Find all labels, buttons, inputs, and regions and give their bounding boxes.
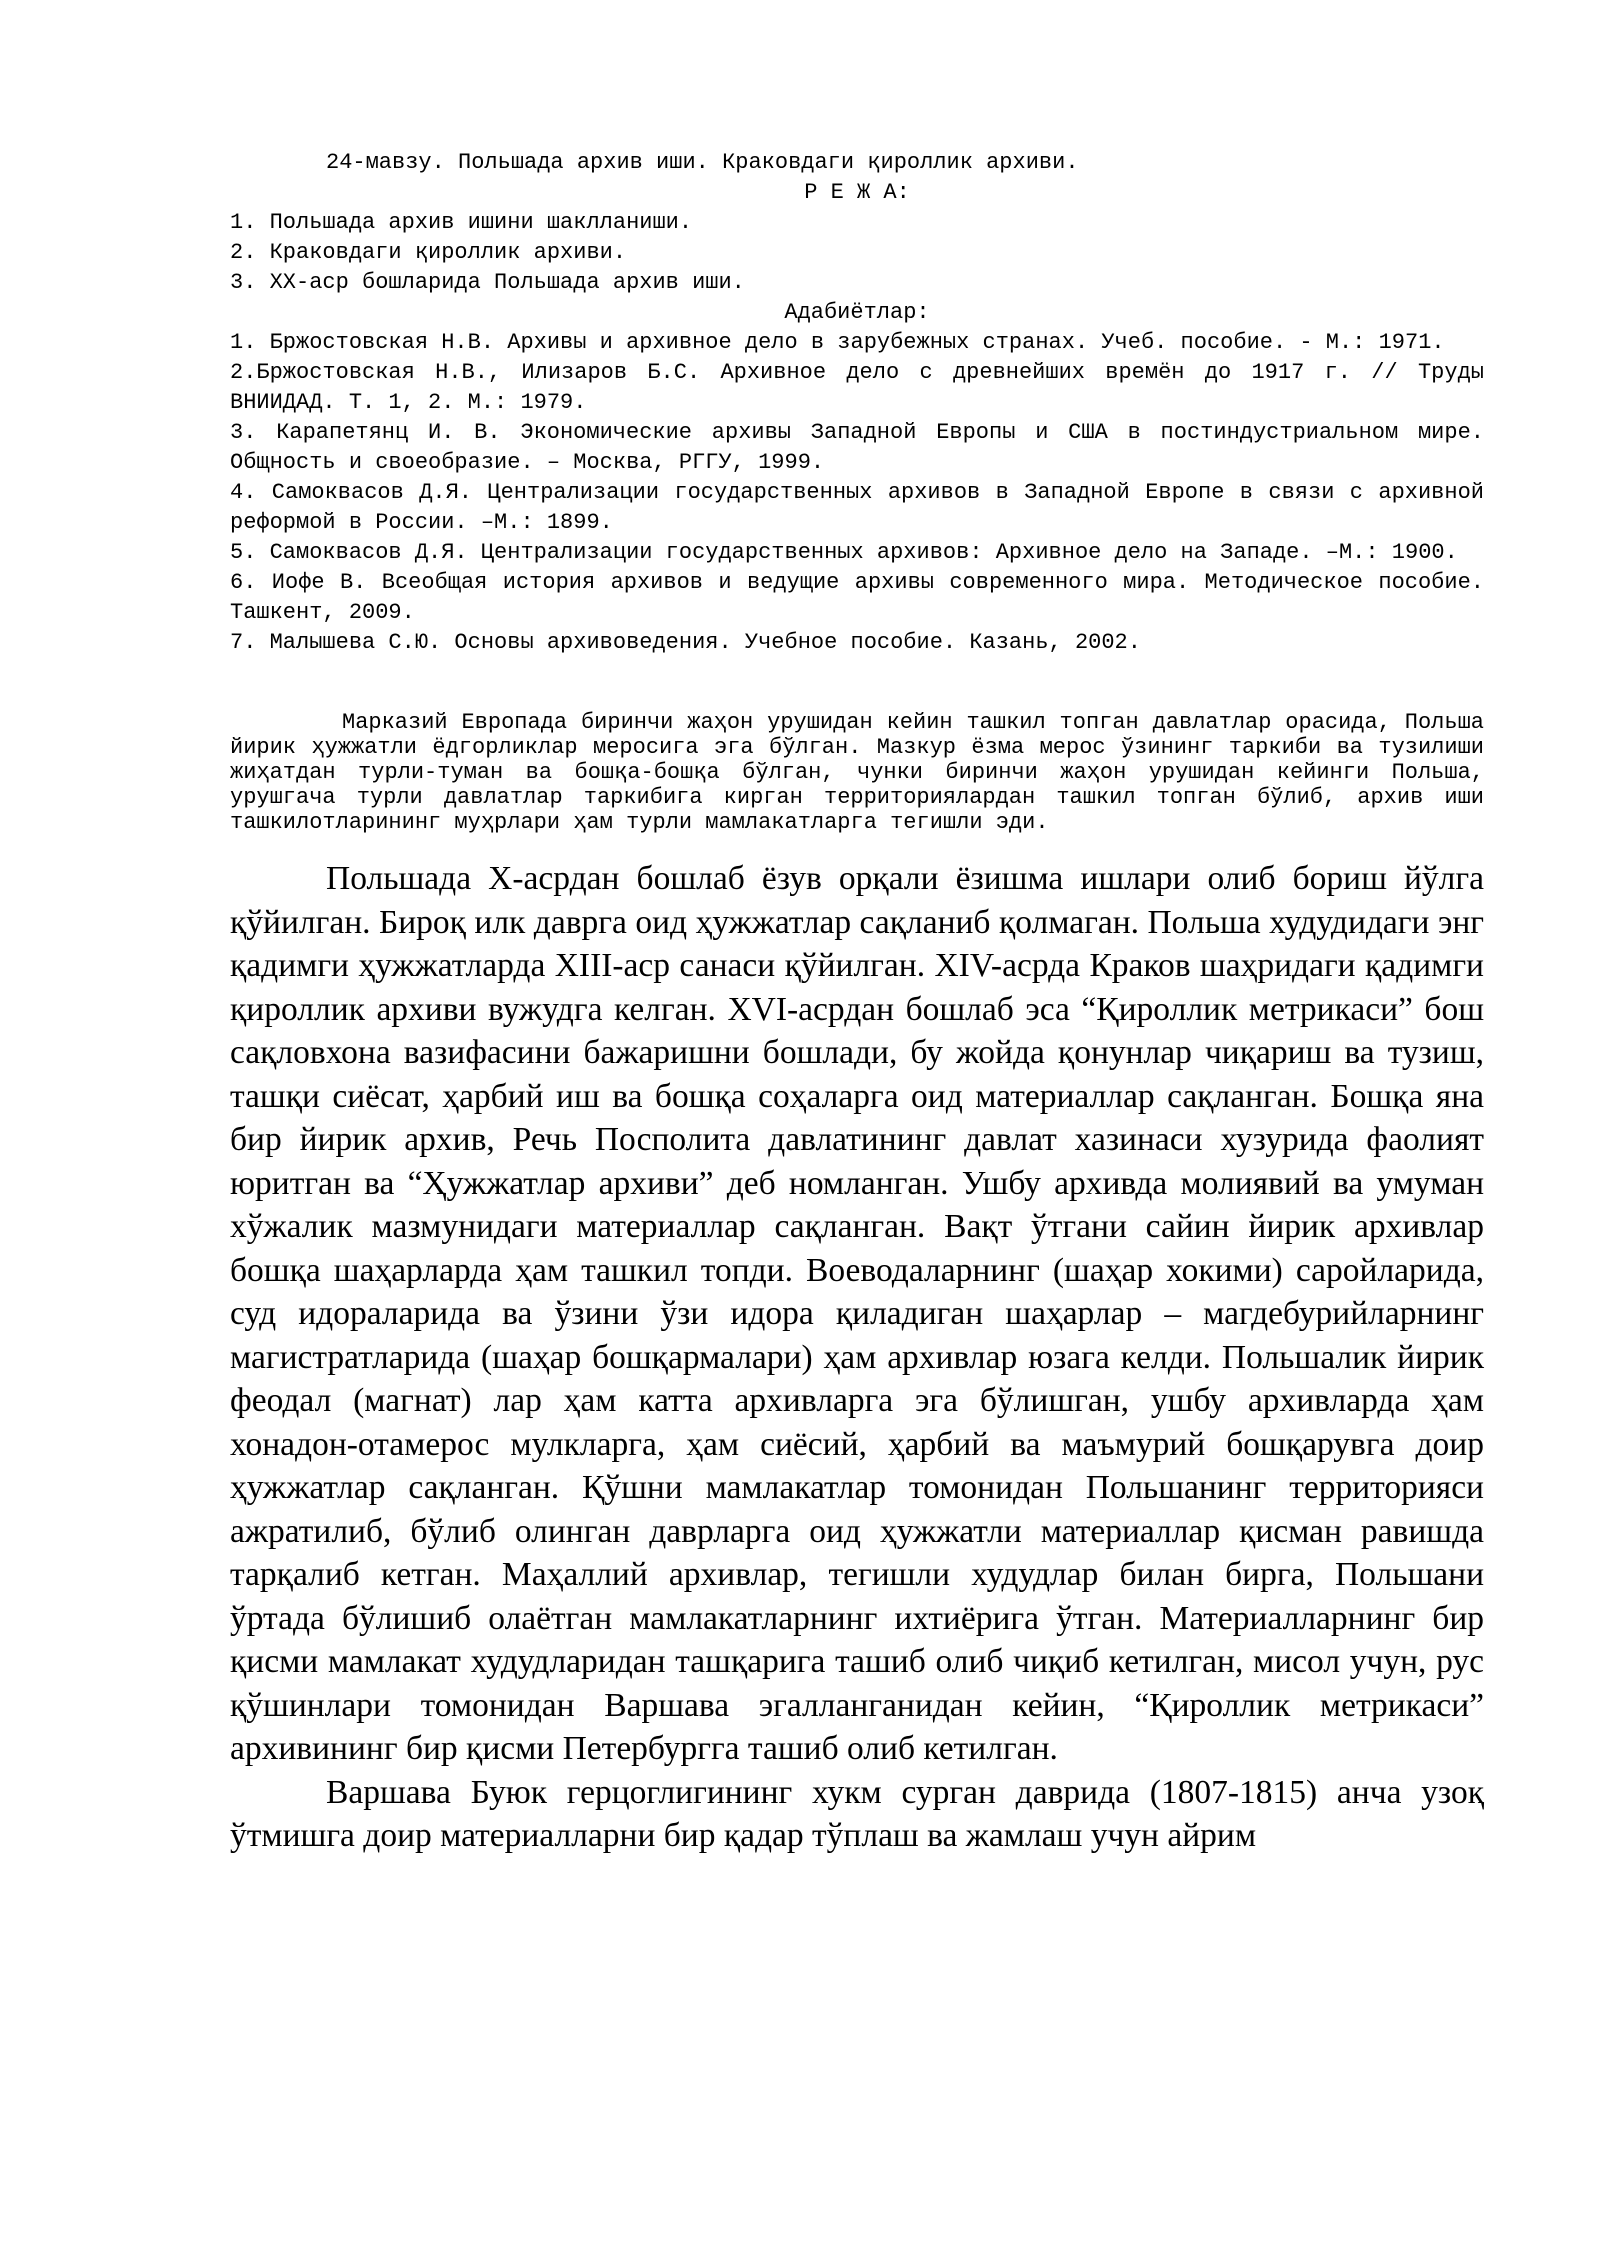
intro-paragraph: Марказий Европада биринчи жаҳон урушидан кейин ташкил топган давлатлар орасида, Польша йирик ҳужжатли ёдгорликлар меросига эга бўлган. Мазкур ёзма мерос ўзининг таркиби ва тузилиши жиҳатдан турли-туман ва бошқа-бошқа бўлган, чунки биринчи жаҳон урушидан кейинги Польша, урушгача турли давлатлар таркибига кирган территориялардан ташкил топган бўлиб, архив иши ташкилотларининг муҳрлари ҳам турли мамлакатларга тегишли эди. bbox=[230, 710, 1484, 835]
plan-item: 1. Польшада архив ишини шаклланиши. bbox=[230, 210, 693, 235]
literature-item: 6. Иофе В. Всеобщая история архивов и ведущие архивы современного мира. Методическое пособие. Ташкент, 2009. bbox=[230, 570, 1484, 625]
page-title: 24-мавзу. Польшада архив иши. Краковдаги қироллик архиви. bbox=[326, 150, 1079, 175]
plan-item: 2. Краковдаги қироллик архиви. bbox=[230, 240, 627, 265]
literature-item: 4. Самоквасов Д.Я. Централизации государственных архивов в Западной Европе в связи с архивной реформой в России. –М.: 1899. bbox=[230, 480, 1484, 535]
literature-item: 2.Бржостовская Н.В., Илизаров Б.С. Архивное дело с древнейших времён до 1917 г. // Труды ВНИИДАД. Т. 1, 2. М.: 1979. bbox=[230, 360, 1484, 415]
plan-list bbox=[230, 208, 1484, 298]
literature-item: 5. Самоквасов Д.Я. Централизации государственных архивов: Архивное дело на Западе. –М.: 1900. bbox=[230, 540, 1458, 565]
body-paragraph: Варшава Буюк герцоглигининг хукм сурган даврида (1807-1815) анча узоқ ўтмишга доир материалларни бир қадар тўплаш ва жамлаш учун айрим bbox=[230, 1773, 1484, 1854]
plan-item: 3. XX-аср бошларида Польшада архив иши. bbox=[230, 270, 745, 295]
literature-item: 7. Малышева С.Ю. Основы архивоведения. Учебное пособие. Казань, 2002. bbox=[230, 630, 1141, 655]
literature-item: 1. Бржостовская Н.В. Архивы и архивное дело в зарубежных странах. Учеб. пособие. - М.: 1971. bbox=[230, 330, 1445, 355]
document-page bbox=[230, 148, 1484, 1858]
literature-list bbox=[230, 328, 1484, 658]
literature-heading: Адабиётлар: bbox=[784, 300, 930, 325]
plan-heading: Р Е Ж А: bbox=[804, 180, 910, 205]
literature-item: 3. Карапетянц И. В. Экономические архивы Западной Европы и США в постиндустриальном мире. Общность и своеобразие. – Москва, РГГУ, 1999. bbox=[230, 420, 1484, 475]
body-paragraph: Польшада X-асрдан бошлаб ёзув орқали ёзишма ишлари олиб бориш йўлга қўйилган. Бироқ илк даврга оид ҳужжатлар сақланиб қолмаган. Польша худудидаги энг қадимги ҳужжатларда XIII-аср санаси қўйилган. XIV-асрда Краков шаҳридаги қадимги қироллик архиви вужудга келган. XVI-асрдан бошлаб эса “Қироллик метрикаси” бош сақловхона вазифасини бажаришни бошлади, бу жойда қонунлар чиқариш ва тузиш, ташқи сиёсат, ҳарбий иш ва бошқа соҳаларга оид материаллар сақланган. Бошқа яна бир йирик архив, Речь Посполита давлатининг давлат хазинаси хузурида фаолият юритган ва “Ҳужжатлар архиви” деб номланган. Ушбу архивда молиявий ва умуман хўжалик мазмунидаги материаллар сақланган. Вақт ўтгани сайин йирик архивлар бошқа шаҳарларда ҳам ташкил топди. Воеводаларнинг (шаҳар хокими) саройларида, суд идораларида ва ўзини ўзи идора қиладиган шаҳарлар – магдебурийларнинг магистратларида (шаҳар бошқармалари) ҳам архивлар юзага келди. Польшалик йирик феодал (магнат) лар ҳам катта архивларга эга бўлишган, ушбу архивларда ҳам хонадон-отамерос мулкларга, ҳам сиёсий, ҳарбий ва маъмурий бошқарувга доир ҳужжатлар сақланган. Қўшни мамлакатлар томонидан Польшанинг территорияси ажратилиб, бўлиб олинган даврларга оид ҳужжатли материаллар қисман равишда тарқалиб кетган. Маҳаллий архивлар, тегишли худудлар билан бирга, Польшани ўртада бўлишиб олаётган мамлакатларнинг ихтиёрига ўтган. Материалларнинг бир қисми мамлакат худудларидан ташқарига ташиб олиб чиқиб кетилган, мисол учун, рус қўшинлари томонидан Варшава эгалланганидан кейин, “Қироллик метрикаси” архивининг бир қисми Петербургга ташиб олиб кетилган. bbox=[230, 860, 1484, 1767]
